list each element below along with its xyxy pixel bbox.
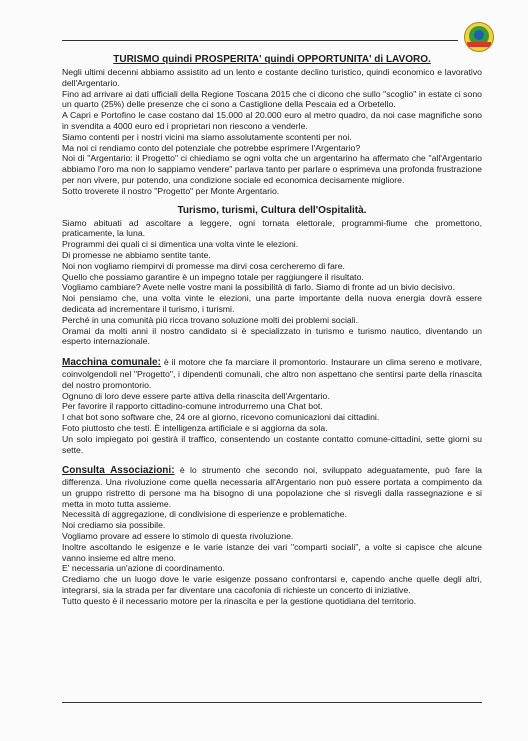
associations-heading: Consulta Associazioni: (62, 465, 175, 477)
associations-paragraph: Necessità di aggregazione, di condivisione di esperienze e problematiche. (62, 509, 347, 520)
municipal-paragraph: I chat bot sono software che, 24 ore al giorno, ricevono comunicazioni dai cittadini. (62, 412, 380, 423)
document-body (62, 48, 482, 607)
intro-paragraph: A Capri e Portofino le case costano dal 15.000 al 20.000 euro al metro quadro, da noi case magnifiche sono in svendita a 4000 euro ed i proprietari non riescono a venderle. (62, 110, 482, 131)
associations-lead-text: è lo strumento che secondo noi, sviluppato adeguatamente, può fare la differenza. Una rivoluzione come quella necessaria all'Argentario non può essere portata a compimento da un gruppo ristretto di persone ma ha bisogno di una popolazione che si risvegli dalla rassegnazione e si metta in moto tutta assieme. (62, 465, 482, 509)
associations-paragraph: Vogliamo provare ad essere lo stimolo di questa rivoluzione. (62, 531, 294, 542)
tourism-paragraph: Quello che possiamo garantire è un impegno totale per raggiungere il risultato. (62, 271, 364, 282)
top-rule (62, 40, 458, 41)
tourism-paragraph: Oramai da molti anni il nostro candidato si è specializzato in turismo e turismo nautico, diventando un esperto internazionale. (62, 325, 482, 347)
intro-paragraph: Ma noi ci rendiamo conto del potenziale che potrebbe esprimere l'Argentario? (62, 142, 361, 153)
associations-paragraph: Tutto questo è il necessario motore per la rinascita e per la gestione quotidiana del territorio. (62, 595, 417, 606)
logo-band (467, 42, 491, 47)
associations-paragraph: Noi crediamo sia possibile. (62, 520, 166, 531)
page-title: TURISMO quindi PROSPERITA' quindi OPPORTUNITA' di LAVORO. (113, 54, 431, 65)
intro-paragraph: Siamo contenti per i nostri vicini ma siamo assolutamente scontenti per noi. (62, 131, 352, 142)
municipal-machine-section (62, 357, 482, 455)
tourism-paragraph: Perché in una comunità più ricca trovano soluzione molti dei problemi sociali. (62, 314, 359, 325)
tourism-paragraph: Programmi dei quali ci si dimentica una volta vinte le elezioni. (62, 239, 299, 250)
municipal-lead-text: è il motore che fa marciare il promontorio. Instaurare un clima sereno e motivare, coinvolgendoli nel "Progetto", i dipendenti comunali, che altro non aspettano che sentirsi parte della rinascita del nostro promontorio. (62, 357, 483, 390)
intro-paragraph: Sotto troverete il nostro "Progetto" per Monte Argentario. (62, 185, 280, 196)
tourism-section (62, 218, 482, 348)
tourism-paragraph: Noi pensiamo che, una volta vinte le elezioni, una parte importante della nuova energia dovrà essere dedicata ad incrementare il turismo, i turismi. (62, 293, 482, 314)
municipal-lead (62, 357, 482, 390)
intro-section (62, 67, 482, 197)
tourism-paragraph: Di promesse ne abbiamo sentite tante. (62, 249, 211, 260)
tourism-paragraph: Siamo abituati ad ascoltare a leggere, ogni tornata elettorale, programmi-fiume che promettono, praticamente, la luna. (62, 217, 482, 239)
intro-paragraph: Fino ad arrivare ai dati ufficiali della Regione Toscana 2015 che ci dicono che sullo "scoglio" in estate ci sono un quarto (25%) delle presenze che ci sono a Castiglione della Pescaia ed a Orbetello. (62, 88, 482, 110)
associations-paragraph: Crediamo che un luogo dove le varie esigenze possano confrontarsi e, capendo anche quelle degli altri, integrarsi, sia la strada per far diventare una cacofonia di richieste un concerto di iniziative. (62, 574, 482, 596)
associations-paragraph: Inoltre ascoltando le esigenze e le varie istanze dei vari "comparti sociali", a volte si capisce che alcune vanno insieme ed altre meno. (62, 541, 482, 563)
logo-center (474, 30, 484, 40)
section-subtitle: Turismo, turismi, Cultura dell'Ospitalità. (177, 204, 367, 216)
municipal-paragraph: Foto piuttosto che testi. È intelligenza artificiale e si aggiorna da sola. (62, 422, 328, 433)
intro-paragraph: Negli ultimi decenni abbiamo assistito ad un lento e costante declino turistico, quindi economico e lavorativo dell'Argentario. (62, 67, 482, 88)
bottom-rule (62, 702, 482, 703)
tourism-paragraph: Noi non vogliamo riempirvi di promesse ma dirvi cosa cercheremo di fare. (62, 260, 345, 271)
associations-paragraph: E' necessaria un'azione di coordinamento. (62, 563, 225, 574)
associations-section (62, 465, 482, 606)
municipal-heading: Macchina comunale: (62, 357, 161, 369)
associations-lead (62, 465, 482, 509)
municipal-paragraph: Ognuno di loro deve essere parte attiva della rinascita dell'Argentario. (62, 390, 330, 401)
municipal-paragraph: Un solo impiegato poi gestirà il traffico, consentendo un costante contatto comune-cittadini, sette giorni su sette. (62, 433, 482, 455)
tourism-paragraph: Vogliamo cambiare? Avete nelle vostre mani la possibilità di farlo. Siamo di fronte ad un bivio decisivo. (62, 282, 455, 293)
intro-paragraph: Noi di "Argentario: il Progetto" ci chiediamo se ogni volta che un argentarino ha affermato che "all'Argentario abbiamo l'oro ma non lo sappiamo vendere" parlava tanto per parlare o esprimeva una profonda frustrazione per non vivere, pur potendo, una condizione sociale ed economica decisamente migliore. (62, 153, 482, 185)
municipal-paragraph: Per favorire il rapporto cittadino-comune introdurremo una Chat bot. (62, 401, 323, 412)
